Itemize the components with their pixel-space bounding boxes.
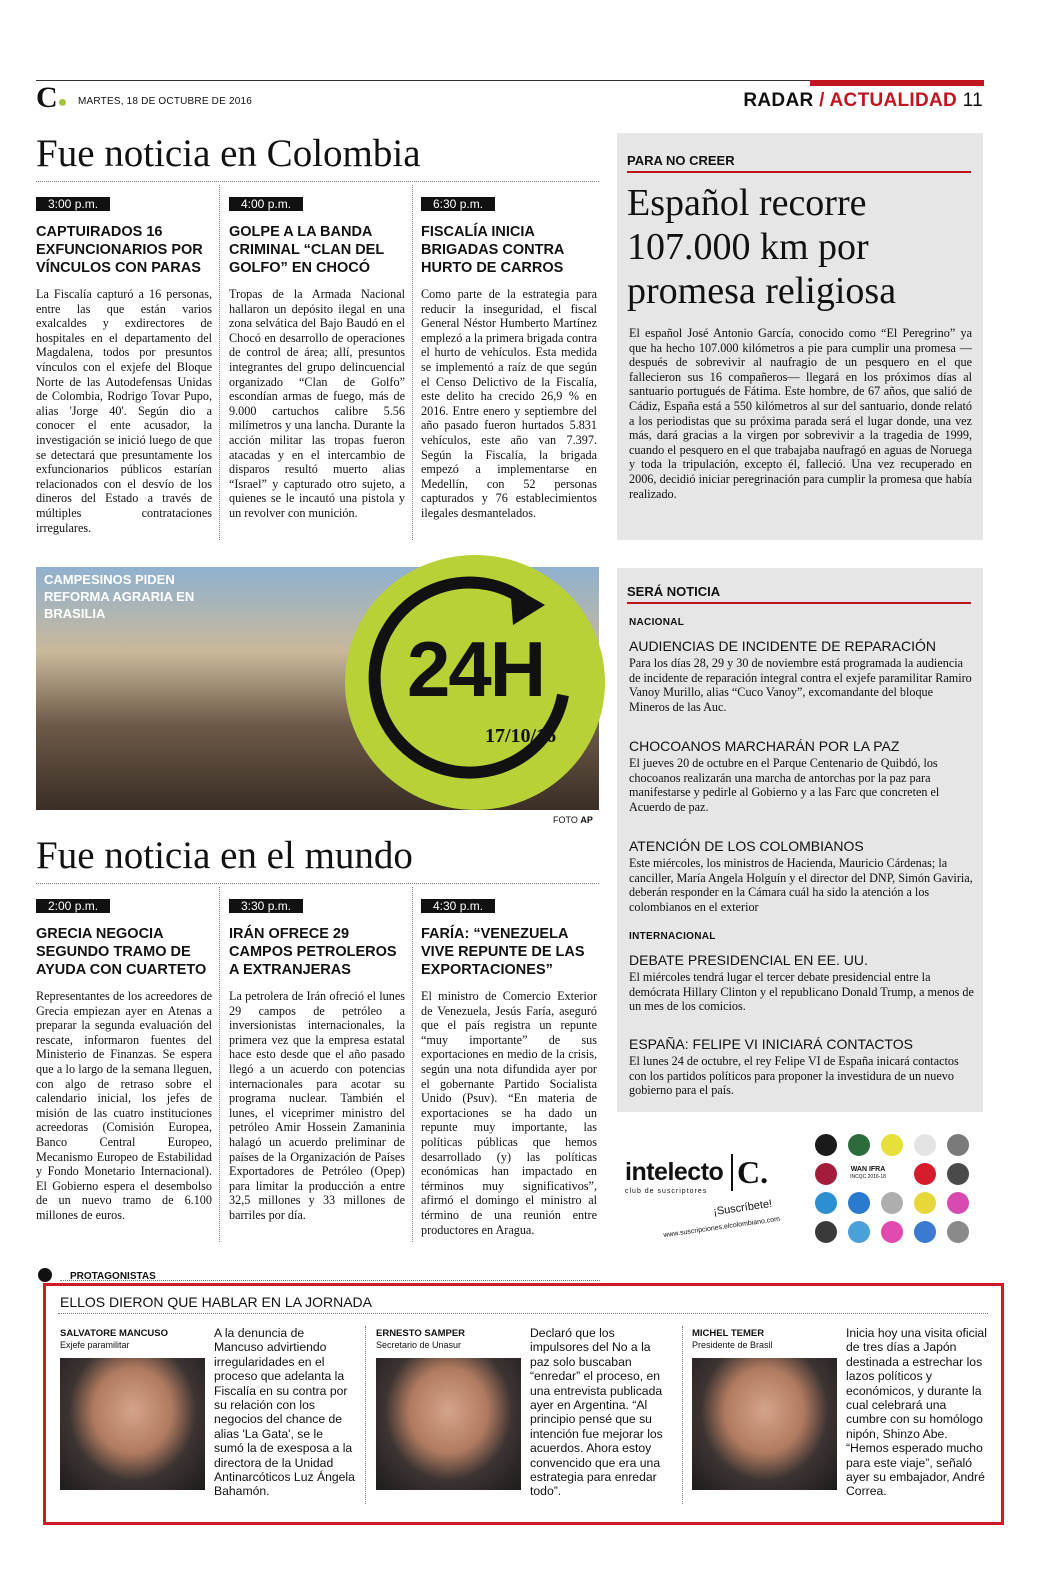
color-dot bbox=[914, 1221, 936, 1243]
column-divider bbox=[412, 887, 413, 1242]
person-name: SALVATORE MANCUSO bbox=[60, 1328, 169, 1339]
color-dots-grid bbox=[815, 1134, 981, 1246]
person-role: Presidente de Brasil bbox=[692, 1340, 773, 1350]
subscribe-url[interactable]: www.suscripciones.elcolombiano.com bbox=[663, 1215, 781, 1240]
wan-ifra-badge: WAN IFRA INCQC 2016-18 bbox=[850, 1166, 886, 1180]
color-dot bbox=[815, 1192, 837, 1214]
subscribe-cta: ¡Suscríbete! bbox=[712, 1197, 773, 1219]
color-dot bbox=[815, 1163, 837, 1185]
color-dot bbox=[914, 1192, 936, 1214]
color-dot bbox=[947, 1192, 969, 1214]
story-headline: FISCALÍA INICIA BRIGADAS CONTRA HURTO DE CARROS bbox=[421, 224, 564, 276]
story-headline: FARÍA: “VENEZUELA VIVE REPUNTE DE LAS EXPORTACIONES” bbox=[421, 926, 585, 978]
story-body: Como parte de la estrategia para reducir la inseguridad, el fiscal General Néstor Humberto Martínez emplezó a la primera brigada contra el hurto de vehículos. Esta medida se implementó a raíz de que según el Censo Delictivo de la Fiscalía, este delito ha crecido 26,9 % en 2016. Entre enero y septiembre del año pasado fueron hurtados 5.831 vehículos, este año van 7.397. Según la Fiscalía, la brigada empezó a implementarse en Medellín, con 52 personas capturados y 76 establecimientos ilegales desmantelados. bbox=[421, 287, 597, 520]
color-dot bbox=[815, 1221, 837, 1243]
column-divider bbox=[682, 1326, 683, 1504]
person-role: Exjefe paramilitar bbox=[60, 1340, 130, 1350]
colombia-divider bbox=[36, 181, 599, 182]
story-headline: CAPTUIRADOS 16 EXFUNCIONARIOS POR VÍNCULOS CON PARAS bbox=[36, 224, 203, 276]
colombia-story-2 bbox=[229, 195, 405, 521]
story-body: La Fiscalía capturó a 16 personas, entre las que están varios exalcaldes y exdirectores de hospitales en el departamento del Magdalena, todos por presuntos vínculos con el exjefe del Bloque Norte de las Autodefensas Unidas de Colombia, Rodrigo Tovar Pupo, alias 'Jorge 40'. Según dio a conocer el ente acusador, la investigación se inició luego de que se detectará que presuntamente los exfuncionarios públicos estarían relacionados con el desvío de los dineros del Estado a través de múltiples contrataciones irregulares. bbox=[36, 287, 212, 535]
person-photo bbox=[60, 1358, 205, 1490]
story-time: 4:30 p.m. bbox=[421, 899, 495, 913]
colombia-title: Fue noticia en Colombia bbox=[36, 132, 421, 175]
photo-credit: FOTO AP bbox=[553, 815, 593, 825]
sera-noticia-body: El miércoles tendrá lugar el tercer debate presidencial entre la demócrata Hillary Clinton y el republicano Donald Trump, a menos de un mes de los comicios. bbox=[629, 970, 974, 1014]
24h-label: 24H bbox=[407, 625, 545, 713]
internacional-label: INTERNACIONAL bbox=[629, 931, 716, 942]
color-dot bbox=[848, 1221, 870, 1243]
color-dot bbox=[848, 1192, 870, 1214]
section-header: RADAR / ACTUALIDAD 11 bbox=[743, 90, 983, 111]
story-body: El ministro de Comercio Exterior de Venezuela, Jesús Faría, aseguró que el país registra un repunte “muy importante” de sus exportaciones en medio de la crisis, según una nota difundida ayer por el gobernante Partido Socialista Unido (Psuv). “En materia de exportaciones se ha dado un repunte muy importante, las políticas públicas que hemos desarrollado (y) las políticas económicas han impactado en términos muy significativos”, afirmó el domingo el ministro al término de una reunión entre productores en Aragua. bbox=[421, 989, 597, 1237]
person-name: ERNESTO SAMPER bbox=[376, 1328, 466, 1339]
column-divider bbox=[412, 185, 413, 540]
color-dot bbox=[914, 1134, 936, 1156]
person-quote: Declaró que los impulsores del No a la paz solo buscaban “enredar” el proceso, en una entrevista publicada ayer en Argentina. “Al principio pensé que su intención fue mejorar los acuerdos. Ahora estoy convencido que era una estrategia para enredar todo”. bbox=[530, 1326, 663, 1499]
sera-noticia-body: El jueves 20 de octubre en el Parque Centenario de Quibdó, los chocoanos realizarán una marcha de antorchas por la paz para manifestarse y pedirle al Gobierno y a las Farc que concreten el Acuerdo de paz. bbox=[629, 756, 940, 814]
sera-noticia-box bbox=[617, 568, 983, 1112]
color-dot bbox=[881, 1134, 903, 1156]
column-divider bbox=[219, 185, 220, 540]
person-icon bbox=[38, 1268, 52, 1282]
para-no-creer-kicker: PARA NO CREER bbox=[627, 153, 735, 168]
story-time: 3:00 p.m. bbox=[36, 197, 110, 211]
ad-logo: C. bbox=[731, 1154, 768, 1191]
column-divider bbox=[365, 1326, 366, 1504]
kicker-rule bbox=[627, 602, 971, 604]
person-role: Secretario de Unasur bbox=[376, 1340, 462, 1350]
sera-noticia-headline: ATENCIÓN DE LOS COLOMBIANOS bbox=[629, 838, 864, 854]
color-dot bbox=[815, 1134, 837, 1156]
color-dot bbox=[947, 1134, 969, 1156]
person-quote: A la denuncia de Mancuso advirtiendo irregularidades en el proceso que adelanta la Fiscalía en su contra por su relación con los negocios del chance de alias 'La Gata', se le sumó la de exesposa a la directora de la Unidad Antinarcóticos Luz Ángela Bahamón. bbox=[214, 1326, 355, 1499]
story-body: La petrolera de Irán ofreció el lunes 29 campos de petróleo a inversionistas internacionales, la primera vez que la empresa estatal hace esto desde que el año pasado llegó a un acuerdo con potencias internacionales para acotar su programa nuclear. También el lunes, el viceprimer ministro del petróleo Amir Hossein Zamaninia halagó un acuerdo preliminar de países de la Organización de Países Exportadores de Petróleo (Opep) para limitar la producción a entre 32,5 millones y 33 millones de barriles por día. bbox=[229, 989, 405, 1222]
colombia-story-3 bbox=[421, 195, 597, 521]
color-dot bbox=[848, 1134, 870, 1156]
newspaper-logo: C● bbox=[36, 81, 68, 114]
para-no-creer-headline: Español recorre 107.000 km por promesa religiosa bbox=[627, 182, 897, 312]
sera-noticia-body: Este miércoles, los ministros de Hacienda, Mauricio Cárdenas; la canciller, María Angela Holguín y el director del DNP, Simón Gaviria, deberán responder en la Cámara cuál ha sido la atención a los colombianos en el exterior bbox=[629, 856, 973, 914]
sera-noticia-headline: AUDIENCIAS DE INCIDENTE DE REPARACIÓN bbox=[629, 638, 937, 654]
subsection: ACTUALIDAD bbox=[829, 90, 958, 111]
intelecto-sub: club de suscriptores bbox=[625, 1188, 708, 1195]
sera-noticia-headline: DEBATE PRESIDENCIAL EN EE. UU. bbox=[629, 952, 868, 968]
sera-noticia-headline: CHOCOANOS MARCHARÁN POR LA PAZ bbox=[629, 738, 900, 754]
story-time: 2:00 p.m. bbox=[36, 899, 110, 913]
mundo-story-3 bbox=[421, 897, 597, 1237]
column-divider bbox=[219, 887, 220, 1242]
color-dot bbox=[881, 1192, 903, 1214]
nacional-label: NACIONAL bbox=[629, 617, 685, 628]
color-dot bbox=[881, 1221, 903, 1243]
sera-noticia-kicker: SERÁ NOTICIA bbox=[627, 584, 721, 599]
color-dot bbox=[947, 1163, 969, 1185]
story-body: Representantes de los acreedores de Grecia empiezan ayer en Atenas a preparar la segunda evaluación del rescate, informaron fuentes del Ministerio de Finanzas. Se espera que a lo largo de la semana lleguen, con algo de retraso sobre el calendario inicial, los jefes de misión de las cuatro instituciones acreedoras (Comisión Europea, Banco Central Europeo, Mecanismo Europeo de Estabilidad y Fondo Monetario Internacional). El Gobierno espera el desembolso de un nuevo tramo de 6.100 millones de euros. bbox=[36, 989, 212, 1222]
intelecto-brand: intelecto bbox=[625, 1158, 724, 1186]
box-title-rule bbox=[58, 1313, 988, 1314]
photo-caption: CAMPESINOS PIDEN REFORMA AGRARIA EN BRASILIA bbox=[44, 572, 195, 621]
protagonistas-box bbox=[43, 1283, 1004, 1525]
24h-badge bbox=[345, 555, 605, 810]
sera-noticia-headline: ESPAÑA: FELIPE VI INICIARÁ CONTACTOS bbox=[629, 1036, 913, 1052]
mundo-story-1 bbox=[36, 897, 212, 1223]
story-time: 6:30 p.m. bbox=[421, 197, 495, 211]
color-dot bbox=[914, 1163, 936, 1185]
para-no-creer-box bbox=[617, 133, 983, 540]
mundo-story-2 bbox=[229, 897, 405, 1223]
sera-noticia-body: Para los días 28, 29 y 30 de noviembre está programada la audiencia de incidente de reparación integral contra el exjefe paramilitar Ramiro Vanoy Murillo, alias “Cuco Vanoy”, excomandante del bloque Mineros de las Auc. bbox=[629, 656, 972, 714]
section-accent-bar bbox=[810, 80, 984, 86]
story-time: 3:30 p.m. bbox=[229, 899, 303, 913]
page-number: 11 bbox=[962, 90, 983, 111]
24h-date: 17/10/16 bbox=[485, 725, 557, 747]
story-headline: GRECIA NEGOCIA SEGUNDO TRAMO DE AYUDA CON CUARTETO bbox=[36, 926, 207, 978]
mundo-title: Fue noticia en el mundo bbox=[36, 834, 413, 877]
protagonistas-rule bbox=[60, 1280, 600, 1281]
sera-noticia-body: El lunes 24 de octubre, el rey Felipe VI de España inicará contactos con los partidos políticos para proponer la investidura de un nuevo gobierno para el país. bbox=[629, 1054, 959, 1098]
story-body: Tropas de la Armada Nacional hallaron un depósito ilegal en una zona selvática del Bajo Baudó en el Chocó en desarrollo de operaciones de control de área; allí, presuntos integrantes del grupo delincuencial organizado “Clan de Golfo” escondían armas de fuego, más de 9.000 cartuchos calibre 5.56 milímetros y una lancha. Durante la acción militar las tropas fueron atacadas y en el intercambio de disparos resultó muerto alias “Israel” y capturado otro sujeto, a quienes se le incautó una pistola y un revolver con munición. bbox=[229, 287, 405, 520]
logo-dot-icon: ● bbox=[57, 94, 68, 111]
color-dot bbox=[947, 1221, 969, 1243]
person-name: MICHEL TEMER bbox=[692, 1328, 765, 1339]
story-time: 4:00 p.m. bbox=[229, 197, 303, 211]
para-no-creer-body: El español José Antonio García, conocido como “El Peregrino” ya que ha hecho 107.000 kilómetros a pie para cumplir una promesa —después de sobrevivir al naufragio de un pesquero en el que fallecieron sus 16 compañeros— llegará en los próximos días al santuario portugués de Fátima. Este hombre, de 67 años, que salió de Cádiz, España está a 550 kilómetros al sur del santuario, donde relató a los periodistas que su próxima parada será el lugar donde, una vez más, dará gracias a la virgen por sobrevivir a la tragedia de 1999, cuando el pesquero en el que trabajaba naufragó en aguas de Noruega y toda la tripulación, excepto él, falleció. Una vez recuperado en 2006, decidió iniciar peregrinación para cumplir la promesa que había realizado. bbox=[629, 326, 972, 501]
person-quote: Inicia hoy una visita oficial de tres días a Japón destinada a estrechar los lazos políticos y económicos, y durante la cual celebrará una cumbre con su homólogo nipón, Shinzo Abe. “Hemos esperado mucho para este viaje”, señaló ayer su embajador, André Correa. bbox=[846, 1326, 987, 1499]
protagonistas-box-title: ELLOS DIERON QUE HABLAR EN LA JORNADA bbox=[60, 1294, 372, 1310]
person-photo bbox=[376, 1358, 521, 1490]
colombia-story-1 bbox=[36, 195, 212, 535]
mundo-divider bbox=[36, 883, 599, 884]
protagonistas-label: PROTAGONISTAS bbox=[70, 1271, 156, 1282]
intelecto-ad[interactable] bbox=[617, 1124, 983, 1254]
story-headline: GOLPE A LA BANDA CRIMINAL “CLAN DEL GOLFO” EN CHOCÓ bbox=[229, 224, 384, 276]
person-photo bbox=[692, 1358, 837, 1490]
kicker-rule bbox=[627, 171, 971, 173]
dateline: MARTES, 18 DE OCTUBRE DE 2016 bbox=[78, 96, 253, 107]
story-headline: IRÁN OFRECE 29 CAMPOS PETROLEROS A EXTRANJERAS bbox=[229, 926, 397, 978]
